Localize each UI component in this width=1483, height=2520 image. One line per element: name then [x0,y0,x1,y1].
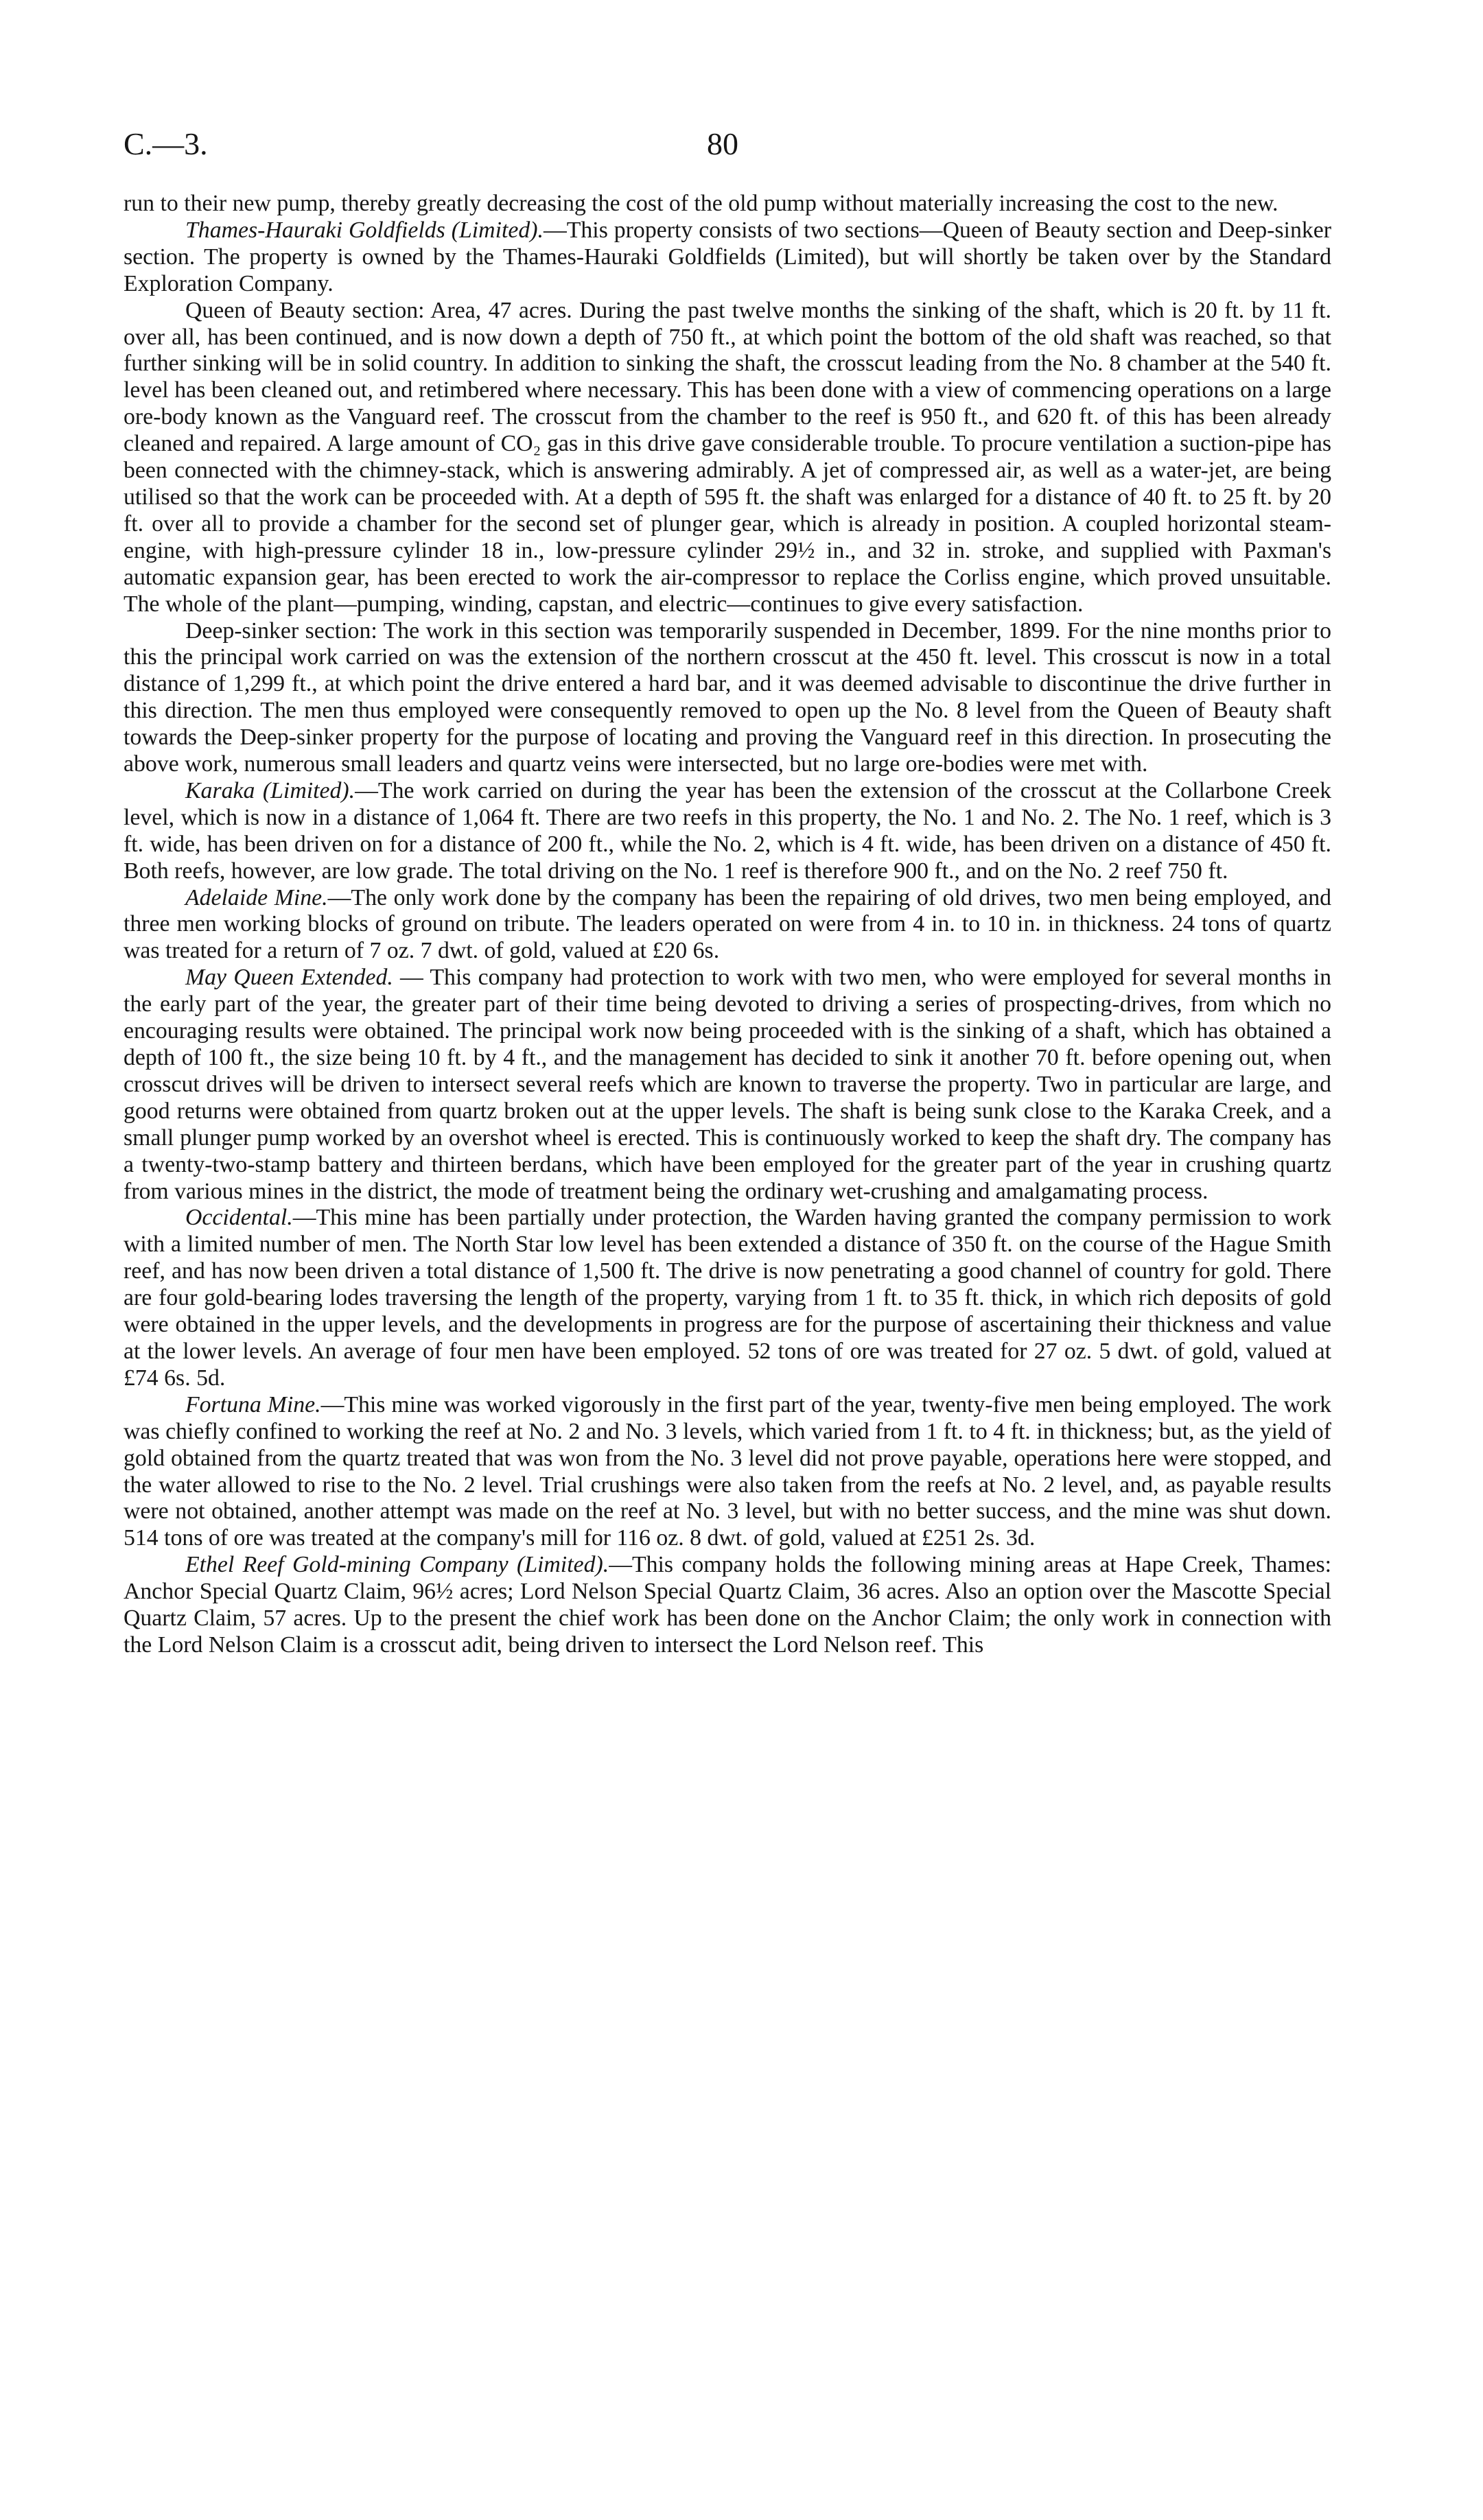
paragraph-queen-of-beauty [124,298,1331,618]
paragraph-text: run to their new pump, thereby greatly decreasing the cost of the old pump without materially increasing the cost to the new. [124,191,1278,216]
body-text [124,191,1331,1659]
paragraph-fortuna-mine [124,1392,1331,1552]
paragraph-title: Ethel Reef Gold-mining Company (Limited). [185,1552,609,1578]
paragraph-adelaide-mine [124,885,1331,965]
paragraph-title: Adelaide Mine. [185,884,328,910]
paragraph-karaka [124,778,1331,885]
paragraph-text: —The only work done by the company has been the repairing of old drives, two men being employed, and three men working blocks of ground on tribute. The leaders operated on were from 4 in. to 10 in. in thickness. 24 tons of quartz was treated for a return of 7 oz. 7 dwt. of gold, valued at £20 6s. [124,884,1331,964]
paragraph-thames-hauraki [124,217,1331,298]
paragraph-text: —This mine was worked vigorously in the first part of the year, twenty-five men being employed. The work was chiefly confined to working the reef at No. 2 and No. 3 levels, which varied from 1 ft. to 4 ft. in thickness; but, as the yield of gold obtained from the quartz treated that was won from the No. 3 level did not prove payable, operations here were stopped, and the water allowed to rise to the No. 2 level. Trial crushings were also taken from the reefs at No. 2 level, and, as payable results were not obtained, another attempt was made on the reef at No. 3 level, but with no better success, and the mine was shut down. 514 tons of ore was treated at the company's mill for 116 oz. 8 dwt. of gold, valued at £251 2s. 3d. [124,1391,1332,1551]
paragraph-text: Queen of Beauty section: Area, 47 acres. During the past twelve months the sinking of the shaft, which is 20 ft. by 11 ft. over all, has been continued, and is now down a depth of 750 ft., at which point the bottom of the old shaft was reached, so that further sinking will be in solid country. In addition to sinking the shaft, the crosscut leading from the No. 8 chamber at the 540 ft. level has been cleaned out, and retimbered where necessary. This has been done with a view of commencing operations on a large ore-body known as the Vanguard reef. The crosscut from the chamber to the reef is 950 ft., and 620 ft. of this has been already cleaned and repaired. A large amount of CO₂ gas in this drive gave considerable trouble. To procure ventilation a suction-pipe has been connected with the chimney-stack, which is answering admirably. A jet of compressed air, as well as a water-jet, are being utilised so that the work can be proceeded with. At a depth of 595 ft. the shaft was enlarged for a distance of 40 ft. to 25 ft. by 20 ft. over all to provide a chamber for the second set of plunger gear, which is already in position. A coupled horizontal steam-engine, with high-pressure cylinder 18 in., low-pressure cylinder 29½ in., and 32 in. stroke, and supplied with Paxman's automatic expansion gear, has been erected to work the air-compressor to replace the Corliss engine, which proved unsuitable. The whole of the plant—pumping, winding, capstan, and electric—continues to give every satisfaction. [124,297,1331,617]
paragraph-deep-sinker [124,618,1331,778]
paragraph-text: —This property consists of two sections—Queen of Beauty section and Deep-sinker section. The property is owned by the Thames-Hauraki Goldfields (Limited), but will shortly be taken over by the Standard Exploration Company. [124,217,1332,296]
paragraph-may-queen-extended [124,965,1331,1205]
paragraph-title: Karaka (Limited). [185,777,355,803]
paragraph-text: —This mine has been partially under protection, the Warden having granted the company permission to work with a limited number of men. The North Star low level has been extended a distance of 350 ft. on the course of the Hague Smith reef, and has now been driven a total distance of 1,500 ft. The drive is now penetrating a good channel of country for gold. There are four gold-bearing lodes traversing the length of the property, varying from 1 ft. to 35 ft. thick, in which rich deposits of gold were obtained in the upper levels, and the developments in progress are for the purpose of ascertaining their thickness and value at the lower levels. An average of four men have been employed. 52 tons of ore was treated for 27 oz. 5 dwt. of gold, valued at £74 6s. 5d. [124,1205,1331,1391]
page-number: 80 [707,126,738,161]
paragraph-title: Fortuna Mine. [185,1391,321,1417]
paragraph-text: —The work carried on during the year has been the extension of the crosscut at the Collarbone Creek level, which is now in a distance of 1,064 ft. There are two reefs in this property, the No. 1 and No. 2. The No. 1 reef, which is 3 ft. wide, has been driven on for a distance of 200 ft., while the No. 2, which is 4 ft. wide, has been driven on a distance of 450 ft. Both reefs, however, are low grade. The total driving on the No. 1 reef is therefore 900 ft., and on the No. 2 reef 750 ft. [124,777,1331,884]
paragraph-continuation [124,191,1331,217]
paragraph-text: —This company holds the following mining areas at Hape Creek, Thames: Anchor Special Quartz Claim, 96½ acres; Lord Nelson Special Quartz Claim, 36 acres. Also an option over the Mascotte Special Quartz Claim, 57 acres. Up to the present the chief work has been done on the Anchor Claim; the only work in connection with the Lord Nelson Claim is a crosscut adit, being driven to intersect the Lord Nelson reef. This [124,1552,1331,1658]
page-header [124,120,1359,168]
document-reference: C.—3. [124,126,208,161]
paragraph-title: Thames-Hauraki Goldfields (Limited). [185,217,544,243]
paragraph-occidental [124,1205,1331,1391]
paragraph-ethel-reef [124,1552,1331,1659]
paragraph-text: Deep-sinker section: The work in this section was temporarily suspended in December, 1899. For the nine months prior to this the principal work carried on was the extension of the northern crosscut at the 450 ft. level. This crosscut is now in a total distance of 1,299 ft., at which point the drive entered a hard bar, and it was deemed advisable to discontinue the drive further in this direction. The men thus employed were consequently removed to open up the No. 8 level from the Queen of Beauty shaft towards the Deep-sinker property for the purpose of locating and proving the Vanguard reef in this direction. In prosecuting the above work, numerous small leaders and quartz veins were intersected, but no large ore-bodies were met with. [124,617,1331,777]
paragraph-title: May Queen Extended. [185,965,393,991]
paragraph-text: — This company had protection to work with two men, who were employed for several months in the early part of the year, the greater part of their time being devoted to driving a series of prospecting-drives, from which no encouraging results were obtained. The principal work now being proceeded with is the sinking of a shaft, which has obtained a depth of 100 ft., the size being 10 ft. by 4 ft., and the management has decided to sink it another 70 ft. before opening out, when crosscut drives will be driven to intersect several reefs which are known to traverse the property. Two in particular are large, and good returns were obtained from quartz broken out at the upper levels. The shaft is being sunk close to the Karaka Creek, and a small plunger pump worked by an overshot wheel is erected. This is continuously worked to keep the shaft dry. The company has a twenty-two-stamp battery and thirteen berdans, which have been employed for the greater part of the year in crushing quartz from various mines in the district, the mode of treatment being the ordinary wet-crushing and amalgamating process. [124,965,1331,1204]
paragraph-title: Occidental. [185,1205,293,1231]
